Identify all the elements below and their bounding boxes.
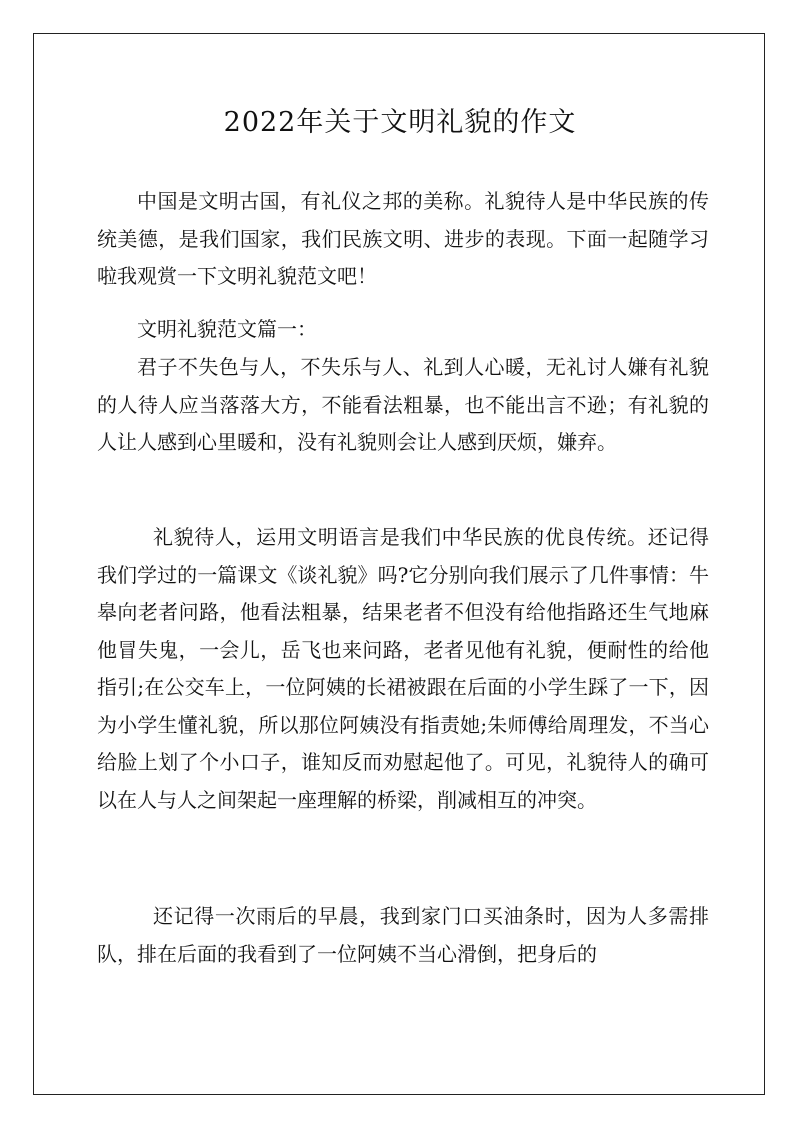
paragraph-body-2: 礼貌待人，运用文明语言是我们中华民族的优良传统。还记得我们学过的一篇课文《谈礼貌》吗?它分别向我们展示了几件事情：牛皋向老者问路，他看法粗暴，结果老者不但没有给他指路还生气地麻他冒失鬼，一会儿，岳飞也来问路，老者见他有礼貌，便耐性的给他指引;在公交车上，一位阿姨的长裙被跟在后面的小学生踩了一下，因为小学生懂礼貌，所以那位阿姨没有指责她;朱师傅给周理发，不当心给脸上划了个小口子，谁知反而劝慰起他了。可见，礼貌待人的确可以在人与人之间架起一座理解的桥梁，削减相互的冲突。: [97, 525, 709, 812]
paragraph-body-3: 还记得一次雨后的早晨，我到家门口买油条时，因为人多需排队，排在后面的我看到了一位阿姨不当心滑倒，把身后的: [97, 904, 709, 966]
paragraph-intro: 中国是文明古国，有礼仪之邦的美称。礼貌待人是中华民族的传统美德，是我们国家，我们民族文明、进步的表现。下面一起随学习啦我观赏一下文明礼貌范文吧！: [97, 189, 709, 288]
paragraph-body-1: 君子不失色与人，不失乐与人、礼到人心暖，无礼讨人嫌有礼貌的人待人应当落落大方，不能看法粗暴，也不能出言不逊；有礼貌的人让人感到心里暖和，没有礼貌则会让人感到厌烦，嫌弃。: [97, 355, 709, 454]
document-title: 2022年关于文明礼貌的作文: [223, 107, 577, 138]
paragraph-section-heading: 文明礼貌范文篇一：: [137, 317, 317, 341]
